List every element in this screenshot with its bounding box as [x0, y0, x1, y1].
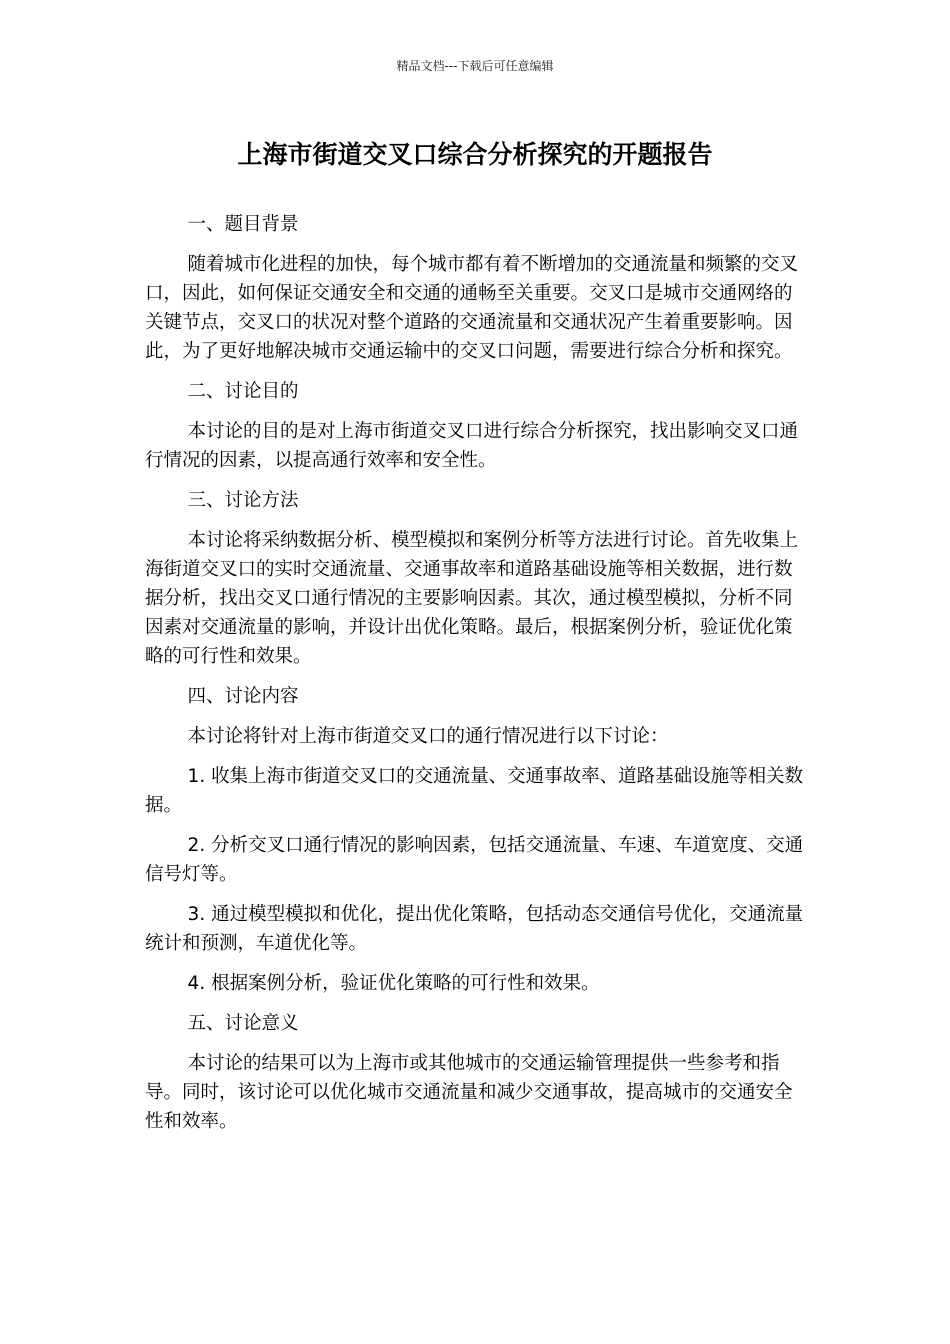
- paragraph-content-intro: 本讨论将针对上海市街道交叉口的通行情况进行以下讨论：: [187, 726, 669, 747]
- section-heading-purpose: 二、讨论目的: [187, 381, 299, 402]
- section-heading-significance: 五、讨论意义: [187, 1013, 299, 1034]
- document-body: [145, 210, 805, 1147]
- list-item-1: 1. 收集上海市街道交叉口的交通流量、交通事故率、道路基础设施等相关数据。: [145, 766, 804, 816]
- section-heading-content: 四、讨论内容: [187, 686, 299, 707]
- paragraph-purpose: 本讨论的目的是对上海市街道交叉口进行综合分析探究，找出影响交叉口通行情况的因素，以提高通行效率和安全性。: [145, 421, 799, 471]
- document-title: 上海市街道交叉口综合分析探究的开题报告: [237, 140, 713, 169]
- page-header-watermark: 精品文档---下载后可任意编辑: [396, 59, 554, 73]
- paragraph-significance: 本讨论的结果可以为上海市或其他城市的交通运输管理提供一些参考和指导。同时，该讨论可以优化城市交通流量和减少交通事故，提高城市的交通安全性和效率。: [145, 1053, 793, 1132]
- list-item-4: 4. 根据案例分析，验证优化策略的可行性和效果。: [187, 973, 600, 994]
- section-heading-method: 三、讨论方法: [187, 490, 299, 511]
- section-heading-background: 一、题目背景: [187, 214, 299, 235]
- list-item-3: 3. 通过模型模拟和优化，提出优化策略，包括动态交通信号优化，交通流量统计和预测，车道优化等。: [145, 904, 804, 954]
- list-item-2: 2. 分析交叉口通行情况的影响因素，包括交通流量、车速、车道宽度、交通信号灯等。: [145, 835, 804, 885]
- paragraph-background: 随着城市化进程的加快，每个城市都有着不断增加的交通流量和频繁的交叉口，因此，如何保证交通安全和交通的通畅至关重要。交叉口是城市交通网络的关键节点，交叉口的状况对整个道路的交通流量和交通状况产生着重要影响。因此，为了更好地解决城市交通运输中的交叉口问题，需要进行综合分析和探究。: [145, 254, 799, 362]
- paragraph-method: 本讨论将采纳数据分析、模型模拟和案例分析等方法进行讨论。首先收集上海街道交叉口的实时交通流量、交通事故率和道路基础设施等相关数据，进行数据分析，找出交叉口通行情况的主要影响因素。其次，通过模型模拟，分析不同因素对交通流量的影响，并设计出优化策略。最后，根据案例分析，验证优化策略的可行性和效果。: [145, 530, 799, 667]
